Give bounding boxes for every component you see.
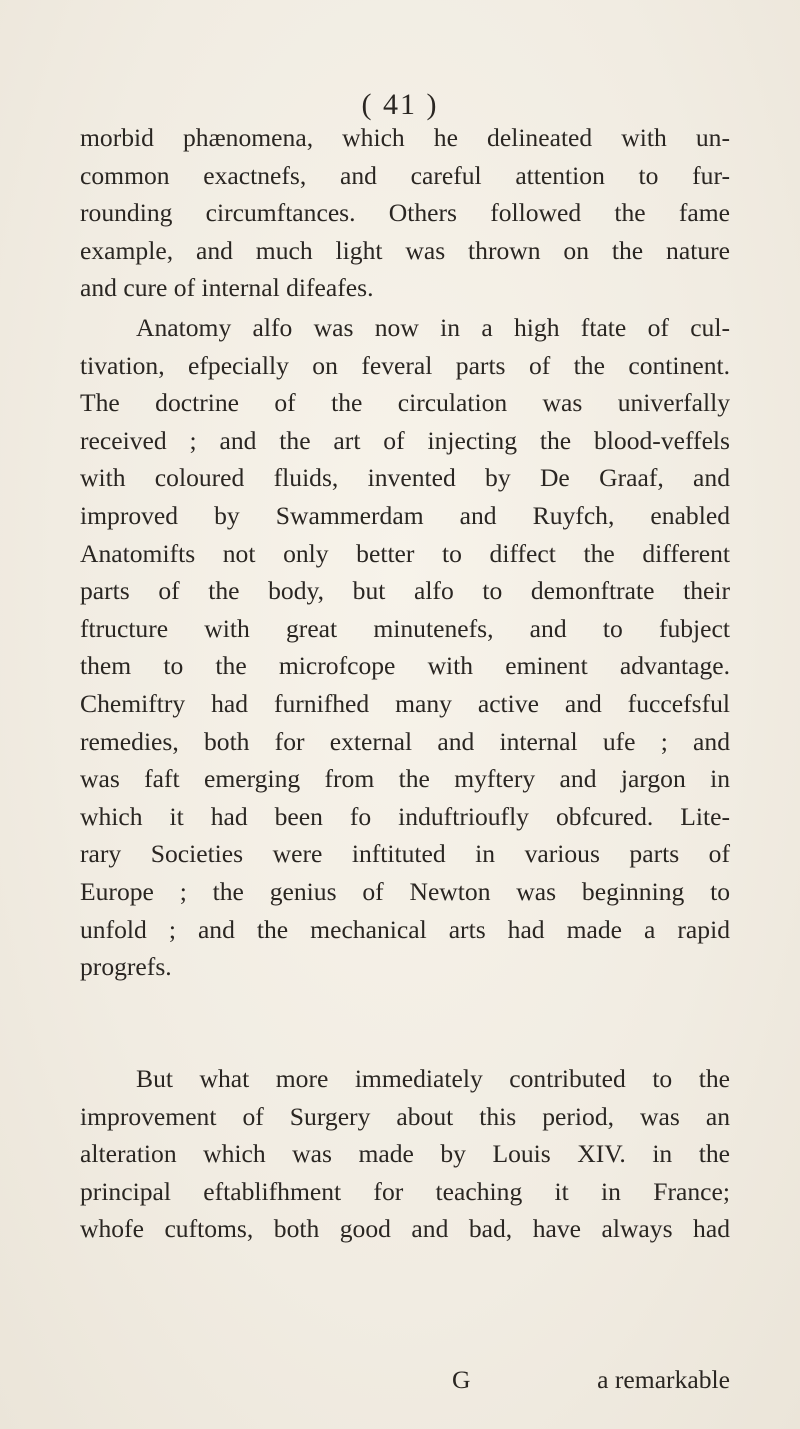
page-number: ( 41 ) xyxy=(361,88,439,121)
paragraph-1 xyxy=(80,119,730,307)
text-line: unfold ; and the mechanical arts had made a rapid xyxy=(80,914,730,944)
text-line: was faft emerging from the myftery and jargon in xyxy=(80,764,730,794)
text-line: common exactnefs, and careful attention to fur- xyxy=(80,160,730,190)
text-line: remedies, both for external and internal ufe ; and xyxy=(80,726,730,756)
text-line: example, and much light was thrown on the nature xyxy=(80,235,730,265)
text-line: morbid phænomena, which he delineated with un- xyxy=(80,123,730,152)
text-line: But what more immediately contributed to the xyxy=(136,1064,730,1093)
text-line: principal eftablifhment for teaching it in France; xyxy=(80,1176,730,1206)
text-line: improvement of Surgery about this period, was an xyxy=(80,1101,730,1131)
text-line: whofe cuftoms, both good and bad, have always had xyxy=(80,1214,730,1244)
text-line: Anatomifts not only better to diffect the different xyxy=(80,538,730,568)
signature-mark: G xyxy=(452,1365,471,1394)
paragraph-3 xyxy=(80,1060,730,1248)
text-line: rary Societies were inftituted in various parts of xyxy=(80,839,730,869)
text-line: received ; and the art of injecting the blood-veffels xyxy=(80,425,730,455)
text-line: ftructure with great minutenefs, and to fubject xyxy=(80,613,730,643)
text-line: which it had been fo induftrioufly obfcured. Lite- xyxy=(80,801,730,831)
paragraph-2 xyxy=(80,309,730,986)
text-line: The doctrine of the circulation was univerfally xyxy=(80,388,730,418)
text-line: improved by Swammerdam and Ruyfch, enabled xyxy=(80,500,730,530)
text-line: tivation, efpecially on feveral parts of the continent. xyxy=(80,350,730,380)
text-line: alteration which was made by Louis XIV. in the xyxy=(80,1139,730,1169)
text-line: parts of the body, but alfo to demonftrate their xyxy=(80,576,730,606)
text-line: them to the microfcope with eminent advantage. xyxy=(80,651,730,681)
text-line: with coloured fluids, invented by De Graaf, and xyxy=(80,463,730,493)
text-line: Chemiftry had furnifhed many active and fuccefsful xyxy=(80,688,730,718)
catchword: a remarkable xyxy=(597,1365,730,1394)
text-line: Europe ; the genius of Newton was beginning to xyxy=(80,876,730,906)
text-line: rounding circumftances. Others followed the fame xyxy=(80,198,730,228)
text-line: Anatomy alfo was now in a high ftate of cul- xyxy=(136,313,730,342)
text-line: progrefs. xyxy=(80,952,172,982)
text-line: and cure of internal difeafes. xyxy=(80,273,374,303)
